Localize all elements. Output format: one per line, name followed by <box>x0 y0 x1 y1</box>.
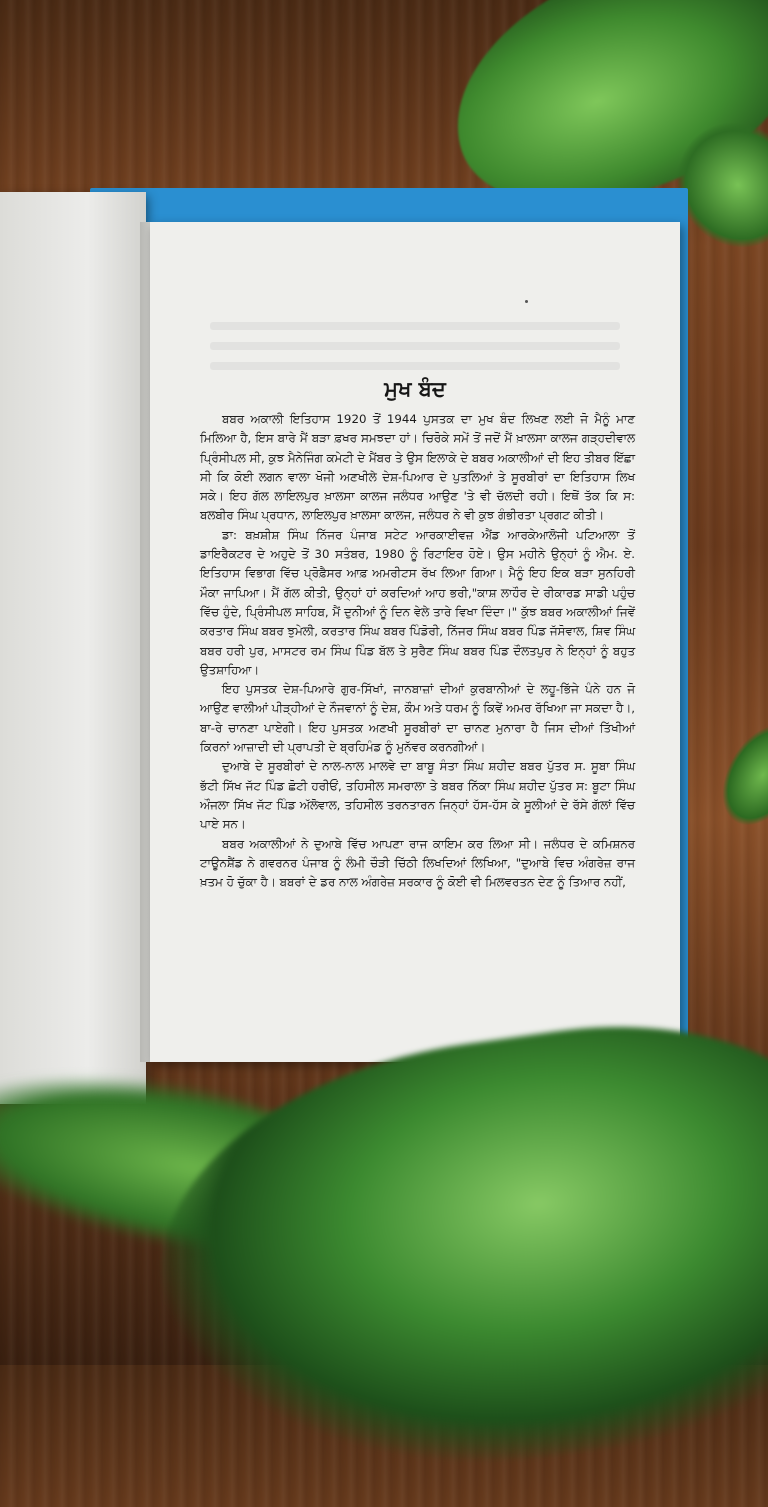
book-page <box>150 222 680 1062</box>
page-speck <box>525 300 528 303</box>
paragraph: ਬਬਰ ਅਕਾਲੀ ਇਤਿਹਾਸ 1920 ਤੋਂ 1944 ਪੁਸਤਕ ਦਾ ਮੁਖ ਬੰਦ ਲਿਖਣ ਲਈ ਜੋ ਮੈਨੂੰ ਮਾਣ ਮਿਲਿਆ ਹੈ, ਇਸ ਬਾਰੇ ਮੈਂ ਬੜਾ ਫ਼ਖਰ ਸਮਝਦਾ ਹਾਂ। ਚਿਰੋਕੇ ਸਮੇਂ ਤੋਂ ਜਦੋਂ ਮੈਂ ਖ਼ਾਲਸਾ ਕਾਲਜ ਗੜ੍ਹਦੀਵਾਲ ਪ੍ਰਿੰਸੀਪਲ ਸੀ, ਕੁਝ ਮੈਨੇਜਿੰਗ ਕਮੇਟੀ ਦੇ ਮੈਂਬਰ ਤੇ ਉਸ ਇਲਾਕੇ ਦੇ ਬਬਰ ਅਕਾਲੀਆਂ ਦੀ ਇਹ ਤੀਬਰ ਇੱਛਾ ਸੀ ਕਿ ਕੋਈ ਲਗਨ ਵਾਲਾ ਖੋਜੀ ਅਣਖੀਲੇ ਦੇਸ਼-ਪਿਆਰ ਦੇ ਪੁਤਲਿਆਂ ਤੇ ਸੂਰਬੀਰਾਂ ਦਾ ਇਤਿਹਾਸ ਲਿਖ ਸਕੇ। ਇਹ ਗੱਲ ਲਾਇਲਪੁਰ ਖ਼ਾਲਸਾ ਕਾਲਜ ਜਲੰਧਰ ਆਉਣ 'ਤੇ ਵੀ ਚੱਲਦੀ ਰਹੀ। ਇਥੋਂ ਤੱਕ ਕਿ ਸ: ਬਲਬੀਰ ਸਿੰਘ ਪ੍ਰਧਾਨ, ਲਾਇਲਪੁਰ ਖ਼ਾਲਸਾ ਕਾਲਜ, ਜਲੰਧਰ ਨੇ ਵੀ ਕੁਝ ਗੰਭੀਰਤਾ ਪ੍ਰਗਟ ਕੀਤੀ। <box>200 412 635 523</box>
paragraph: ਡਾ: ਬਖ਼ਸ਼ੀਸ਼ ਸਿੰਘ ਨਿੱਜਰ ਪੰਜਾਬ ਸਟੇਟ ਆਰਕਾਈਵਜ਼ ਐਂਡ ਆਰਕੇਆਲੋਜੀ ਪਟਿਆਲਾ ਤੋਂ ਡਾਇਰੈਕਟਰ ਦੇ ਅਹੁਦੇ ਤੋਂ 30 ਸਤੰਬਰ, 1980 ਨੂੰ ਰਿਟਾਇਰ ਹੋਏ। ਉਸ ਮਹੀਨੇ ਉਨ੍ਹਾਂ ਨੂੰ ਐਮ. ਏ. ਇਤਿਹਾਸ ਵਿਭਾਗ ਵਿੱਚ ਪ੍ਰੋਫ਼ੈਸਰ ਆਫ਼ ਅਮਰੀਟਸ ਰੱਖ ਲਿਆ ਗਿਆ। ਮੈਨੂੰ ਇਹ ਇਕ ਬੜਾ ਸੁਨਹਿਰੀ ਮੌਕਾ ਜਾਪਿਆ। ਮੈਂ ਗੱਲ ਕੀਤੀ, ਉਨ੍ਹਾਂ ਹਾਂ ਕਰਦਿਆਂ ਆਹ ਭਰੀ,"ਕਾਸ਼ ਲਾਹੌਰ ਦੇ ਰੀਕਾਰਡ ਸਾਡੀ ਪਹੁੰਚ ਵਿੱਚ ਹੁੰਦੇ, ਪ੍ਰਿੰਸੀਪਲ ਸਾਹਿਬ, ਮੈਂ ਦੁਨੀਆਂ ਨੂੰ ਦਿਨ ਵੇਲੇ ਤਾਰੇ ਵਿਖਾ ਦਿੰਦਾ।" ਕੁੱਝ ਬਬਰ ਅਕਾਲੀਆਂ ਜਿਵੇਂ ਕਰਤਾਰ ਸਿੰਘ ਬਬਰ ਝੁਮੇਲੀ, ਕਰਤਾਰ ਸਿੰਘ ਬਬਰ ਪਿੰਡੋਰੀ, ਨਿੱਜਰ ਸਿੰਘ ਬਬਰ ਪਿੰਡ ਜੱਸੋਵਾਲ, ਸ਼ਿਵ ਸਿੰਘ ਬਬਰ ਹਰੀ ਪੁਰ, ਮਾਸਟਰ ਰਮ ਸਿੰਘ ਪਿੰਡ ਬੱਲ ਤੇ ਸੁਰੈਣ ਸਿੰਘ ਬਬਰ ਪਿੰਡ ਦੌਲਤਪੁਰ ਨੇ ਇਨ੍ਹਾਂ ਨੂੰ ਬਹੁਤ ਉਤਸ਼ਾਹਿਆ। <box>200 527 635 677</box>
show-through-line <box>210 322 620 330</box>
show-through-line <box>210 362 620 370</box>
show-through-line <box>210 342 620 350</box>
page-body <box>200 410 635 892</box>
paragraph: ਬਬਰ ਅਕਾਲੀਆਂ ਨੇ ਦੁਆਬੇ ਵਿੱਚ ਆਪਣਾ ਰਾਜ ਕਾਇਮ ਕਰ ਲਿਆ ਸੀ। ਜਲੰਧਰ ਦੇ ਕਮਿਸ਼ਨਰ ਟਾਊਨਸ਼ੈਂਡ ਨੇ ਗਵਰਨਰ ਪੰਜਾਬ ਨੂੰ ਲੰਮੀ ਚੌੜੀ ਚਿੱਠੀ ਲਿਖਦਿਆਂ ਲਿਖਿਆ, "ਦੁਆਬੇ ਵਿਚ ਅੰਗਰੇਜ਼ ਰਾਜ ਖ਼ਤਮ ਹੋ ਚੁੱਕਾ ਹੈ। ਬਬਰਾਂ ਦੇ ਡਰ ਨਾਲ ਅੰਗਰੇਜ਼ ਸਰਕਾਰ ਨੂੰ ਕੋਈ ਵੀ ਮਿਲਵਰਤਨ ਦੇਣ ਨੂੰ ਤਿਆਰ ਨਹੀਂ, <box>200 836 635 890</box>
leaf-bottom <box>134 993 768 1506</box>
paragraph: ਇਹ ਪੁਸਤਕ ਦੇਸ਼-ਪਿਆਰੇ ਗੁਰ-ਸਿੱਖਾਂ, ਜਾਨਬਾਜ਼ਾਂ ਦੀਆਂ ਕੁਰਬਾਨੀਆਂ ਦੇ ਲਹੂ-ਭਿੱਜੇ ਪੰਨੇ ਹਨ ਜੋ ਆਉਣ ਵਾਲੀਆਂ ਪੀੜ੍ਹੀਆਂ ਦੇ ਨੌਜਵਾਨਾਂ ਨੂੰ ਦੇਸ਼, ਕੌਮ ਅਤੇ ਧਰਮ ਨੂੰ ਕਿਵੇਂ ਅਮਰ ਰੱਖਿਆ ਜਾ ਸਕਦਾ ਹੈ।, ਬਾ-ਰੇ ਚਾਨਣਾ ਪਾਏਗੀ। ਇਹ ਪੁਸਤਕ ਅਣਖੀ ਸੂਰਬੀਰਾਂ ਦਾ ਚਾਨਣ ਮੁਨਾਰਾ ਹੈ ਜਿਸ ਦੀਆਂ ਤਿੱਖੀਆਂ ਕਿਰਨਾਂ ਆਜ਼ਾਦੀ ਦੀ ਪ੍ਰਾਪਤੀ ਦੇ ਬ੍ਰਹਿਮੰਡ ਨੂੰ ਮੁਨੱਵਰ ਕਰਨਗੀਆਂ। <box>200 682 635 755</box>
page-title: ਮੁਖ ਬੰਦ <box>384 376 446 401</box>
paragraph: ਦੁਆਬੇ ਦੇ ਸੂਰਬੀਰਾਂ ਦੇ ਨਾਲ-ਨਾਲ ਮਾਲਵੇ ਦਾ ਬਾਬੂ ਸੰਤਾ ਸਿੰਘ ਸ਼ਹੀਦ ਬਬਰ ਪੁੱਤਰ ਸ. ਸੂਬਾ ਸਿੰਘ ਭੱਟੀ ਸਿੱਖ ਜੱਟ ਪਿੰਡ ਛੋਟੀ ਹਰੀਓਂ, ਤਹਿਸੀਲ ਸਮਰਾਲਾ ਤੇ ਬਬਰ ਨਿੱਕਾ ਸਿੰਘ ਸ਼ਹੀਦ ਪੁੱਤਰ ਸ: ਬੂਟਾ ਸਿੰਘ ਔਜਲਾ ਸਿੱਖ ਜੱਟ ਪਿੰਡ ਅੱਲੋਵਾਲ, ਤਹਿਸੀਲ ਤਰਨਤਾਰਨ ਜਿਨ੍ਹਾਂ ਹੱਸ-ਹੱਸ ਕੇ ਸੂਲੀਆਂ ਦੇ ਰੱਸੇ ਗੱਲਾਂ ਵਿੱਚ ਪਾਏ ਸਨ। <box>200 759 635 832</box>
left-page <box>0 192 146 1104</box>
leaf-right-lower <box>705 710 768 840</box>
